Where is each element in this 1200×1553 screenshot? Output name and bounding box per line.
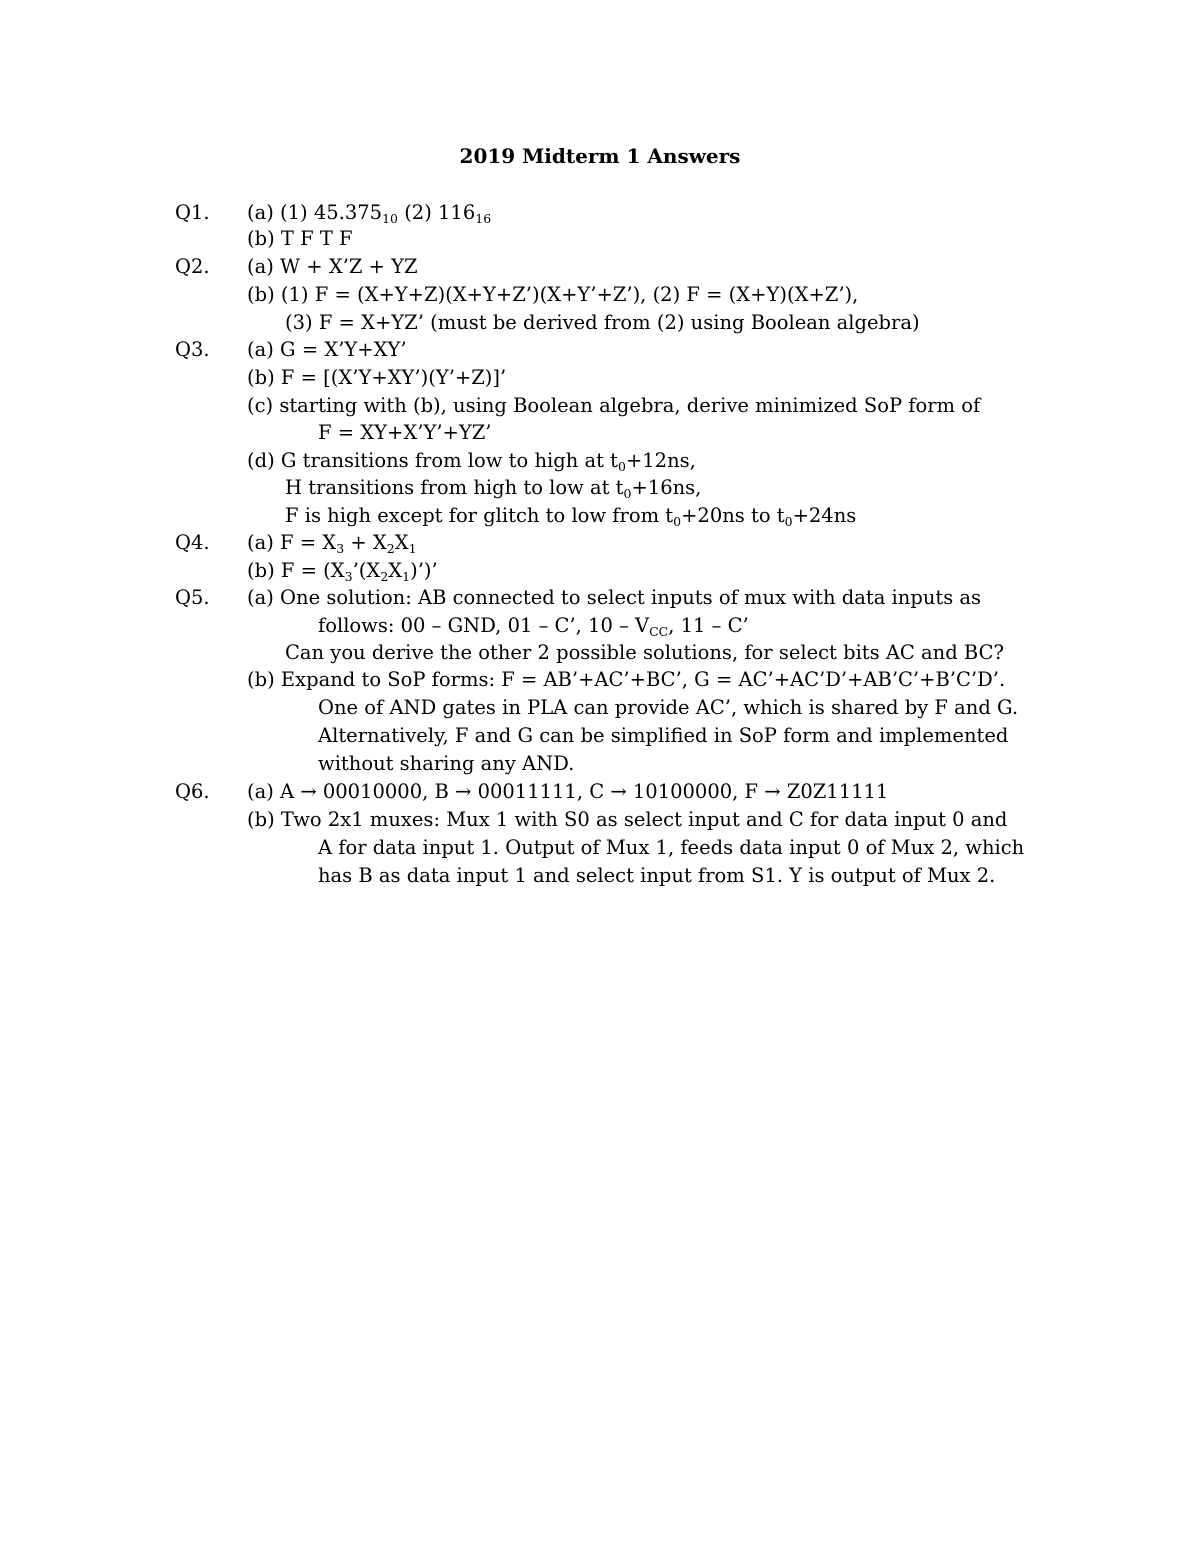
answer-line xyxy=(247,282,858,308)
answer-text: (2) 116 xyxy=(398,201,476,224)
answer-text: (d) G transitions from low to high at t xyxy=(247,449,618,472)
answer-text: One of AND gates in PLA can provide AC’, which is shared by F and G. xyxy=(318,696,1019,719)
answer-text: (b) T F T F xyxy=(247,227,353,250)
answer-line xyxy=(285,310,920,336)
subscript-text: 0 xyxy=(673,514,682,529)
answer-text: F = XY+X’Y’+YZ’ xyxy=(318,421,492,444)
answer-text: (a) F = X xyxy=(247,531,337,554)
answer-line xyxy=(318,613,749,639)
answer-text: (a) G = X’Y+XY’ xyxy=(247,338,407,361)
answer-line xyxy=(318,751,574,777)
answer-text: (b) (1) F = (X+Y+Z)(X+Y+Z’)(X+Y’+Z’), (2) F = (X+Y)(X+Z’), xyxy=(247,283,859,306)
subscript-text: 0 xyxy=(784,514,793,529)
answer-text: without sharing any AND. xyxy=(318,752,575,775)
question-label-q5: Q5. xyxy=(175,586,210,609)
answer-line xyxy=(285,475,701,501)
answer-line xyxy=(318,420,491,446)
question-label-q6: Q6. xyxy=(175,780,210,803)
subscript-text: 2 xyxy=(386,541,395,556)
answer-text: Alternatively, F and G can be simplified in SoP form and implemented xyxy=(318,724,1009,747)
answer-line xyxy=(247,779,888,805)
subscript-text: 10 xyxy=(382,211,398,226)
answer-line xyxy=(247,365,506,391)
answer-text: (3) F = X+YZ’ (must be derived from (2) using Boolean algebra) xyxy=(285,311,920,334)
answer-line xyxy=(318,835,1024,861)
answer-text: +20ns to t xyxy=(681,504,785,527)
subscript-text: 0 xyxy=(617,459,626,474)
answer-text: Can you derive the other 2 possible solutions, for select bits AC and BC? xyxy=(285,641,1004,664)
answer-text: )’)’ xyxy=(410,559,438,582)
question-label-q3: Q3. xyxy=(175,338,210,361)
answer-text: (c) starting with (b), using Boolean algebra, derive minimized SoP form of xyxy=(247,394,981,417)
answer-text: (b) Two 2x1 muxes: Mux 1 with S0 as select input and C for data input 0 and xyxy=(247,808,1008,831)
answer-text: H transitions from high to low at t xyxy=(285,476,624,499)
answer-text: (a) W + X’Z + YZ xyxy=(247,255,418,278)
answer-line xyxy=(247,254,418,280)
subscript-text: 3 xyxy=(344,569,353,584)
answer-line xyxy=(247,667,1005,693)
answer-text: +12ns, xyxy=(625,449,696,472)
answer-text: +16ns, xyxy=(631,476,702,499)
answer-text: X xyxy=(388,559,403,582)
subscript-text: 3 xyxy=(336,541,345,556)
answer-text: +24ns xyxy=(792,504,857,527)
answer-text: A for data input 1. Output of Mux 1, feeds data input 0 of Mux 2, which xyxy=(318,836,1025,859)
answer-line xyxy=(247,530,417,556)
question-label-q1: Q1. xyxy=(175,201,210,224)
answer-text: + X xyxy=(344,531,387,554)
answer-line xyxy=(285,503,856,529)
answer-line xyxy=(247,807,1007,833)
subscript-text: 2 xyxy=(380,569,389,584)
answer-text: follows: 00 – GND, 01 – C’, 10 – V xyxy=(318,614,650,637)
question-label-q2: Q2. xyxy=(175,255,210,278)
answer-text: , 11 – C’ xyxy=(668,614,749,637)
subscript-text: CC xyxy=(649,624,669,639)
answer-line xyxy=(247,200,491,226)
answer-text: X xyxy=(394,531,409,554)
answer-text: has B as data input 1 and select input from S1. Y is output of Mux 2. xyxy=(318,864,996,887)
answer-line xyxy=(318,863,995,889)
answer-line xyxy=(247,585,981,611)
subscript-text: 16 xyxy=(475,211,492,226)
answer-line xyxy=(247,448,696,474)
answer-line xyxy=(318,695,1018,721)
answer-text: (b) Expand to SoP forms: F = AB’+AC’+BC’, G = AC’+AC’D’+AB’C’+B’C’D’. xyxy=(247,668,1006,691)
answer-text: (a) A → 00010000, B → 00011111, C → 10100000, F → Z0Z11111 xyxy=(247,780,889,803)
subscript-text: 0 xyxy=(623,486,632,501)
answer-line xyxy=(285,640,1004,666)
subscript-text: 1 xyxy=(402,569,411,584)
answer-line xyxy=(247,337,407,363)
answer-text: (b) F = (X xyxy=(247,559,345,582)
answer-line xyxy=(318,723,1008,749)
question-label-q4: Q4. xyxy=(175,531,210,554)
answer-line xyxy=(247,226,353,252)
answer-line xyxy=(247,393,980,419)
answer-line xyxy=(247,558,438,584)
answer-text: (a) One solution: AB connected to select inputs of mux with data inputs as xyxy=(247,586,982,609)
subscript-text: 1 xyxy=(408,541,417,556)
answer-text: (b) F = [(X’Y+XY’)(Y’+Z)]’ xyxy=(247,366,507,389)
answer-text: (a) (1) 45.375 xyxy=(247,201,383,224)
page-title: 2019 Midterm 1 Answers xyxy=(459,144,741,168)
answer-text: ’(X xyxy=(352,559,381,582)
answer-text: F is high except for glitch to low from t xyxy=(285,504,674,527)
